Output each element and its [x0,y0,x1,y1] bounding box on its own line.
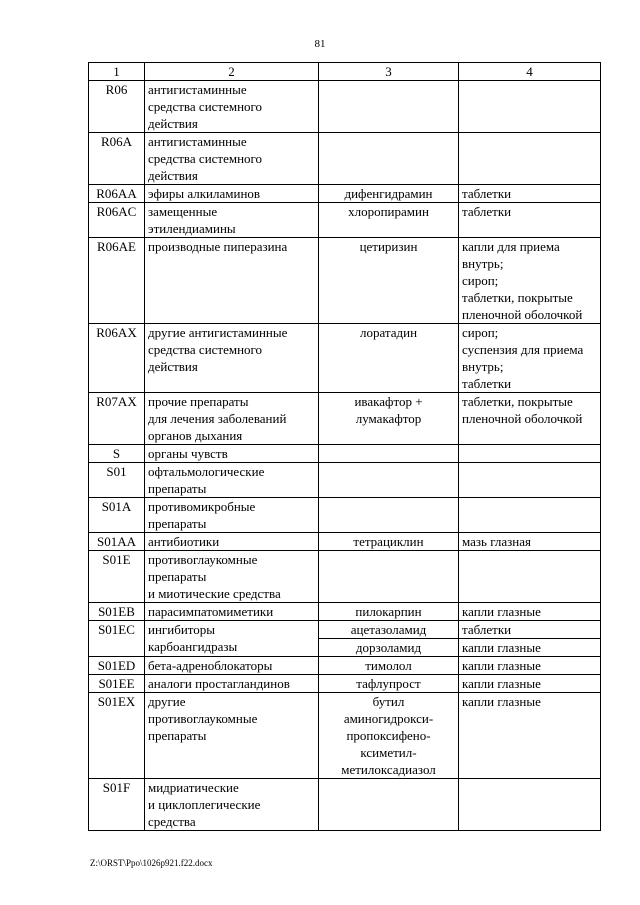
group-name-cell: органы чувств [145,445,319,463]
group-name-cell: ингибиторы карбоангидразы [145,621,319,657]
table-row [89,779,601,831]
atc-code-cell: R06AC [89,203,145,238]
drug-name-cell: дифенгидрамин [319,185,459,203]
group-name-cell: мидриатические и циклоплегические средства [145,779,319,831]
atc-code-cell: S01A [89,498,145,533]
atc-code-cell: S [89,445,145,463]
atc-code-cell: R06A [89,133,145,185]
drug-name-cell: лоратадин [319,324,459,393]
drug-name-cell [319,81,459,133]
dosage-form-cell: таблетки [459,621,601,639]
table-row [89,185,601,203]
dosage-form-cell [459,445,601,463]
group-name-cell: бета-адреноблокаторы [145,657,319,675]
column-header: 2 [145,63,319,81]
group-name-cell: офтальмологические препараты [145,463,319,498]
group-name-cell: прочие препараты для лечения заболеваний органов дыхания [145,393,319,445]
column-header: 4 [459,63,601,81]
drug-name-cell [319,779,459,831]
atc-code-cell: S01EE [89,675,145,693]
dosage-form-cell [459,133,601,185]
table-row [89,693,601,779]
table-row [89,238,601,324]
table-row [89,81,601,133]
table-row [89,675,601,693]
atc-code-cell: S01ED [89,657,145,675]
group-name-cell: противомикробные препараты [145,498,319,533]
dosage-form-cell [459,81,601,133]
atc-code-cell: S01AA [89,533,145,551]
dosage-form-cell: капли глазные [459,675,601,693]
drug-name-cell: бутил аминогидрокси- пропоксифено- ксиметил- метилоксадиазол [319,693,459,779]
dosage-form-cell [459,498,601,533]
table-row [89,657,601,675]
group-name-cell: другие антигистаминные средства системного действия [145,324,319,393]
atc-code-cell: R06 [89,81,145,133]
page-number: 81 [314,38,326,50]
drug-name-cell [319,551,459,603]
table-row [89,203,601,238]
dosage-form-cell: сироп; суспензия для приема внутрь; таблетки [459,324,601,393]
atc-code-cell: R06AX [89,324,145,393]
dosage-form-cell [459,463,601,498]
group-name-cell: эфиры алкиламинов [145,185,319,203]
drug-name-cell: ивакафтор + лумакафтор [319,393,459,445]
dosage-form-cell: капли для приема внутрь; сироп; таблетки, покрытые пленочной оболочкой [459,238,601,324]
group-name-cell: противоглаукомные препараты и миотические средства [145,551,319,603]
drug-name-cell [319,445,459,463]
dosage-form-cell: таблетки, покрытые пленочной оболочкой [459,393,601,445]
table-row [89,621,601,639]
footer-file-path: Z:\ORST\Ppo\1026p921.f22.docx [90,858,213,868]
drug-name-cell: тафлупрост [319,675,459,693]
atc-code-cell: S01EX [89,693,145,779]
group-name-cell: производные пиперазина [145,238,319,324]
drug-name-cell [319,133,459,185]
dosage-form-cell: таблетки [459,203,601,238]
table-row [89,498,601,533]
group-name-cell: антибиотики [145,533,319,551]
dosage-form-cell [459,779,601,831]
drug-table [88,62,601,831]
table-row [89,551,601,603]
group-name-cell: антигистаминные средства системного действия [145,133,319,185]
group-name-cell: антигистаминные средства системного действия [145,81,319,133]
atc-code-cell: R06AE [89,238,145,324]
table-header-row [89,63,601,81]
table-row [89,533,601,551]
drug-name-cell: тетрациклин [319,533,459,551]
column-header: 3 [319,63,459,81]
atc-code-cell: S01EC [89,621,145,657]
table-row [89,603,601,621]
atc-code-cell: S01E [89,551,145,603]
group-name-cell: замещенные этилендиамины [145,203,319,238]
atc-code-cell: S01 [89,463,145,498]
drug-name-cell [319,498,459,533]
atc-code-cell: R07AX [89,393,145,445]
dosage-form-cell: капли глазные [459,693,601,779]
drug-name-cell: пилокарпин [319,603,459,621]
dosage-form-cell [459,551,601,603]
drug-name-cell: тимолол [319,657,459,675]
group-name-cell: аналоги простагландинов [145,675,319,693]
atc-code-cell: R06AA [89,185,145,203]
drug-name-cell: хлоропирамин [319,203,459,238]
dosage-form-cell: капли глазные [459,639,601,657]
atc-code-cell: S01F [89,779,145,831]
group-name-cell: другие противоглаукомные препараты [145,693,319,779]
drug-name-cell: дорзоламид [319,639,459,657]
dosage-form-cell: таблетки [459,185,601,203]
drug-name-cell: цетиризин [319,238,459,324]
table-row [89,133,601,185]
drug-name-cell: ацетазоламид [319,621,459,639]
drug-name-cell [319,463,459,498]
dosage-form-cell: мазь глазная [459,533,601,551]
table-row [89,463,601,498]
table-row [89,393,601,445]
dosage-form-cell: капли глазные [459,603,601,621]
column-header: 1 [89,63,145,81]
group-name-cell: парасимпатомиметики [145,603,319,621]
table-row [89,324,601,393]
atc-code-cell: S01EB [89,603,145,621]
dosage-form-cell: капли глазные [459,657,601,675]
table-row [89,445,601,463]
